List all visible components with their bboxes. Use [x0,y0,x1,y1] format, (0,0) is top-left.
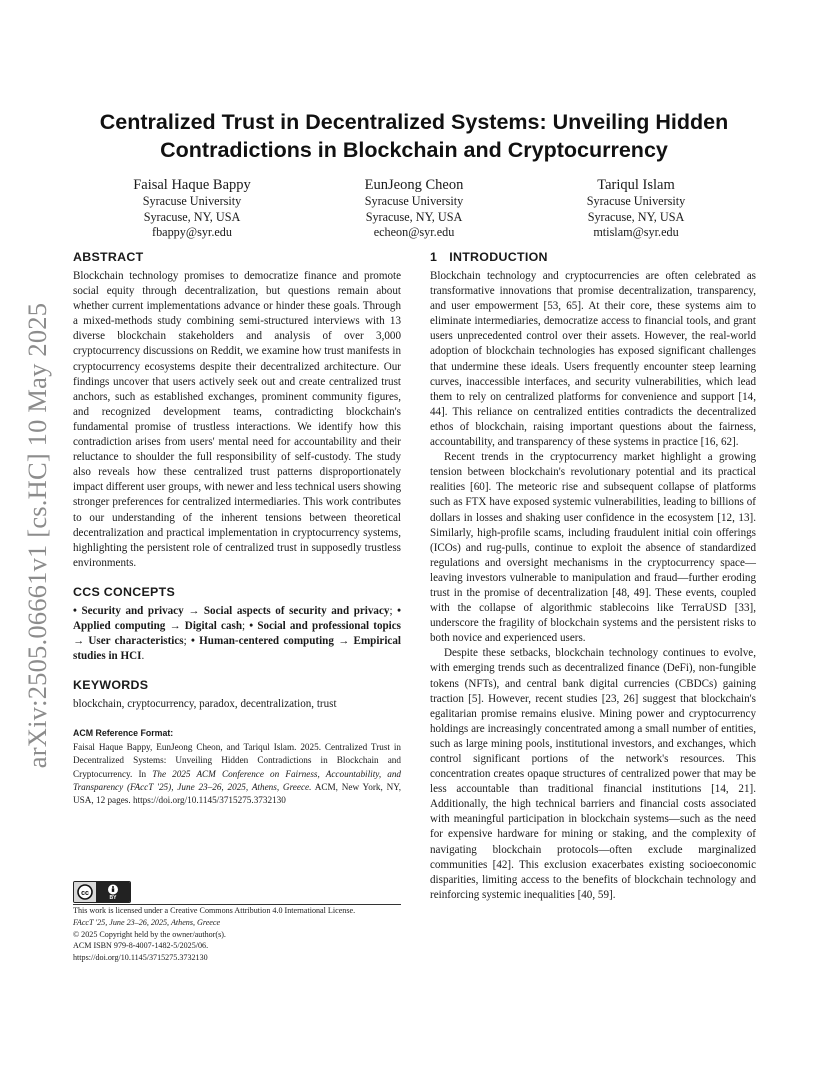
author-name: Faisal Haque Bappy [133,177,251,193]
left-column [73,250,401,807]
cc-icon [74,882,96,902]
abstract-heading: ABSTRACT [73,250,144,264]
author-3 [526,176,746,241]
author-affiliation: Syracuse University [142,194,242,208]
by-icon: BY [96,882,130,902]
author-email[interactable]: echeon@syr.edu [373,225,455,240]
title-line-1: Centralized Trust in Decentralized Systems: Unveiling Hidden [99,110,729,134]
introduction-heading [430,250,756,264]
reference-format-heading: ACM Reference Format: [73,728,174,739]
ccs-concept-4: • Human-centered computing → Empirical studies in HCI [73,635,401,663]
license-statement[interactable]: This work is licensed under a Creative Commons Attribution 4.0 International License. [73,906,356,915]
reference-format-text: Faisal Haque Bappy, EunJeong Cheon, and Tariqul Islam. 2025. Centralized Trust in Decentralized Systems: Unveiling Hidden Contradictions in Blockchain and Cryptocurrency. In The 2025 ACM Conference on Fairness, Accountability, and Transparency (FAccT '25), June 23–26, 2025, Athens, Greece. ACM, New York, NY, USA, 12 pages. https://doi.org/10.1145/3715275.3732130 [73,742,402,805]
author-location: Syracuse, NY, USA [365,209,463,224]
paper-title [60,108,768,164]
author-name: EunJeong Cheon [364,177,464,193]
ccs-concept-3: • Social and professional topics → User characteristics [73,619,401,648]
title-line-2: Contradictions in Blockchain and Cryptocurrency [160,138,668,162]
intro-paragraph-2: Recent trends in the cryptocurrency market highlight a growing tension between blockchain's revolutionary potential and its practical realities [60]. The meteoric rise and subsequent collapse of platforms such as FTX have exposed systemic vulnerabilities, leading to billions of dollars in losses and shaking user confidence in the ecosystem [12, 13]. Similarly, high-profile scams, including fraudulent initial coin offerings (ICOs) and rug-pulls, continue to exploit the absence of standardized regulations and oversight mechanisms in the cryptocurrency space—leaving investors vulnerable to manipulation and fraud—further eroding trust in the promise of decentralization [48, 49]. These events, coupled with the collapse of algorithmic stablecoins like TerraUSD [33], underscore the fragility of blockchain systems and the persistent risks to both novice and experienced users. [430,451,756,645]
keywords-heading: KEYWORDS [73,678,149,693]
author-affiliation: Syracuse University [586,194,686,208]
arxiv-identifier [22,295,54,775]
author-2 [304,176,524,241]
ccs-concepts: • Security and privacy → Social aspects of security and privacy; • Applied computing → Digital cash; • Social and professional topics → User characteristics; • Human-centered computing → Empirical studies in HCI. [73,604,401,663]
author-location: Syracuse, NY, USA [587,209,685,224]
author-name: Tariqul Islam [597,177,675,193]
author-block [0,176,828,246]
doi-link[interactable]: https://doi.org/10.1145/3715275.3732130 [73,953,208,963]
section-title: INTRODUCTION [449,250,548,264]
ccs-concept-2: • Applied computing → Digital cash [73,604,401,632]
author-1 [82,176,302,241]
section-number: 1 [430,250,438,264]
author-affiliation: Syracuse University [364,194,464,208]
intro-paragraph-3: Despite these setbacks, blockchain technology continues to evolve, with emerging trends such as decentralized finance (DeFi), non-fungible tokens (NFTs), and central bank digital currencies (CBDCs) gaining traction [5]. However, recent studies [23, 26] suggest that blockchain's egalitarian promise remains elusive. Mining power and cryptocurrency holdings are increasingly concentrated among a small number of entities, such as large mining pools, institutional investors, and exchanges, which control significant portions of the network's resources. This concentration creates opaque structures of centralized power that may be less accountable than traditional financial institutions [14, 21]. Additionally, the high technical barriers and financial costs associated with meaningful participation in blockchain systems—such as the need for expensive hardware for mining or staking, and the complexity of navigating blockchain protocols—often exclude marginalized communities [42]. This exclusion exacerbates existing socioeconomic disparities, limiting access to the benefits of blockchain technology and reinforcing systemic inequalities [40, 59]. [430,647,756,901]
conference-info: FAccT '25, June 23–26, 2025, Athens, Greece [73,917,221,927]
reference-doi: ACM, New York, NY, USA, 12 pages. https://doi.org/10.1145/3715275.3732130 [73,781,401,805]
isbn-line: ACM ISBN 979-8-4007-1482-5/2025/06. [73,941,209,951]
license-block [73,905,403,964]
author-email[interactable]: fbappy@syr.edu [152,225,232,240]
creative-commons-badge[interactable] [73,881,131,903]
abstract-text: Blockchain technology promises to democratize finance and promote social equity through decentralization, but questions remain about whether current implementations advance or hinder these goals. Through a mixed-methods study combining semi-structured interviews with 13 diverse blockchain stakeholders and analysis of over 3,000 cryptocurrency discussions on Reddit, we examine how trust manifests in cryptocurrency ecosystems despite their decentralized architecture. Our findings uncover that users actively seek out and create centralized trust anchors, such as established exchanges, prominent community figures, and recognized development teams, contradicting blockchain's fundamental promise of trustless interactions. We identify how this contradiction arises from users' mental need for accountability and their reluctance to shoulder the full responsibility of self-custody. The study also reveals how these centralized trust patterns disproportionately impact different user groups, with newer and less technical users showing stronger preferences for centralized intermediaries. This work contributes to our understanding of the inherent tensions between theoretical decentralization and practical implementation in cryptocurrency systems, highlighting the persistent role of centralized trust in supposedly trustless environments. [73,270,401,569]
intro-paragraph-1: Blockchain technology and cryptocurrencies are often celebrated as transformative innovations that promise decentralization, transparency, and user empowerment [53, 65]. At their core, these systems aim to eliminate intermediaries, democratize access to financial tools, and grant users unprecedented control over their assets. However, the real-world adoption of blockchain technologies has exposed significant challenges that undermine these ideals. Users frequently encounter steep learning curves, inaccessible interfaces, and security vulnerabilities, which lead them to rely on centralized platforms for convenience and support [14, 44]. This reliance on centralized entities contradicts the decentralized ethos of blockchain, raising important questions about the fairness, accountability, and transparency of these systems in practice [16, 62]. [430,270,756,449]
ccs-heading: CCS CONCEPTS [73,584,176,599]
keywords-text: blockchain, cryptocurrency, paradox, decentralization, trust [73,698,337,711]
right-column [430,250,756,903]
author-email[interactable]: mtislam@syr.edu [593,225,679,240]
author-location: Syracuse, NY, USA [143,209,241,224]
copyright-line: © 2025 Copyright held by the owner/author(s). [73,929,226,939]
reference-venue: The 2025 ACM Conference on Fairness, Accountability, and Transparency (FAccT '25), June 23–26, 2025, Athens, Greece. [73,768,402,792]
arxiv-identifier-text: arXiv:2505.06661v1 [cs.HC] 10 May 2025 [22,302,53,768]
svg-text:cc: cc [81,890,89,897]
ccs-concept-1: • Security and privacy → Social aspects of security and privacy [73,604,390,617]
